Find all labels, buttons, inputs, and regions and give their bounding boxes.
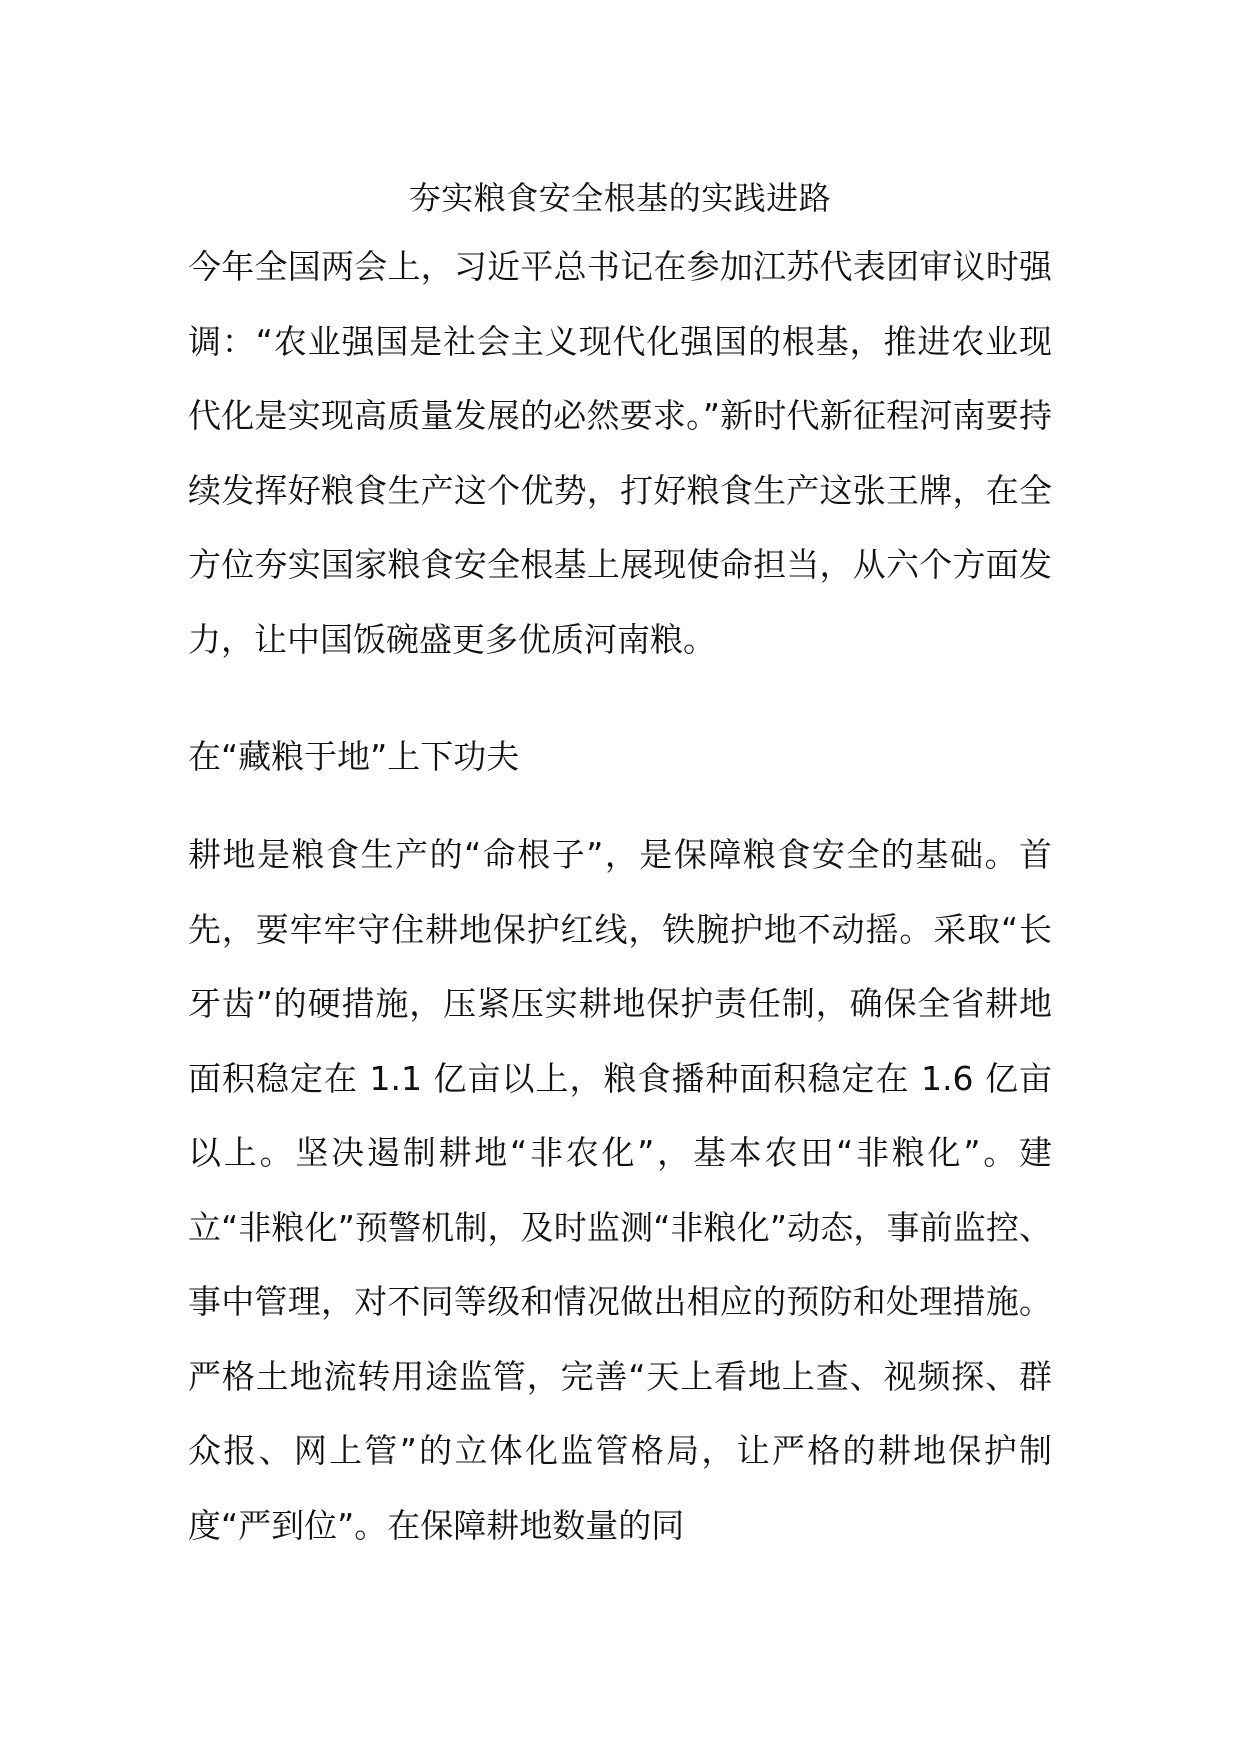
section-body-paragraph: 耕地是粮食生产的“命根子”，是保障粮食安全的基础。首先，要牢牢守住耕地保护红线，铁腕护地不动摇。采取“长牙齿”的硬措施，压紧压实耕地保护责任制，确保全省耕地面积稳定在 1.1 亿亩以上，粮食播种面积稳定在 1.6 亿亩以上。坚决遏制耕地“非农化”，基本农田“非粮化”。建立“非粮化”预警机制，及时监测“非粮化”动态，事前监控、事中管理，对不同等级和情况做出相应的预防和处理措施。严格土地流转用途监管，完善“天上看地上查、视频探、群众报、网上管”的立体化监管格局，让严格的耕地保护制度“严到位”。在保障耕地数量的同 [188, 835, 1052, 1545]
document-title: 夯实粮食安全根基的实践进路 [408, 179, 832, 217]
section-heading: 在“藏粮于地”上下功夫 [188, 737, 520, 776]
intro-paragraph: 今年全国两会上，习近平总书记在参加江苏代表团审议时强调：“农业强国是社会主义现代化强国的根基，推进农业现代化是实现高质量发展的必然要求。”新时代新征程河南要持续发挥好粮食生产这个优势，打好粮食生产这张王牌，在全方位夯实国家粮食安全根基上展现使命担当，从六个方面发力，让中国饭碗盛更多优质河南粮。 [188, 247, 1052, 659]
